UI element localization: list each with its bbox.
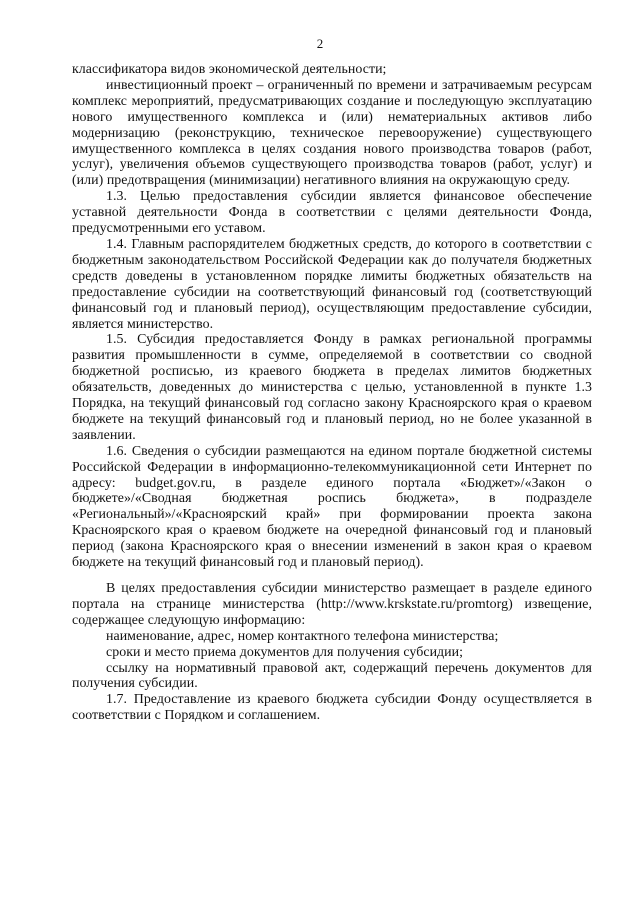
paragraph-1-3: 1.3. Целью предоставления субсидии является финансовое обеспечение уставной деятельности Фонда в соответствии с целями деятельности Фонда, предусмотренными его уставом.	[72, 189, 592, 237]
paragraph-classifier-end: классификатора видов экономической деятельности;	[72, 62, 387, 77]
page-number: 2	[316, 36, 324, 51]
paragraph-1-5: 1.5. Субсидия предоставляется Фонду в рамках региональной программы развития промышленности в сумме, определяемой в соответствии со сводной бюджетной росписью, из краевого бюджета в пределах лимитов бюджетных обязательств, доведенных до министерства с целью, установленной в пункте 1.3 Порядка, на текущий финансовый год согласно закону Красноярского края о краевом бюджете на текущий финансовый год и плановый период, но не более указанной в заявлении.	[72, 332, 592, 443]
paragraph-investment-project: инвестиционный проект – ограниченный по времени и затрачиваемым ресурсам комплекс мероприятий, предусматривающих создание и последующую эксплуатацию нового имущественного комплекса и (или) нематериальных активов либо модернизацию (реконструкцию, техническое перевооружение) существующего имущественного комплекса в целях создания нового производства товаров (работ, услуг), увеличения объемов существующего производства товаров (работ, услуг) и (или) предотвращения (минимизации) негативного влияния на окружающую среду.	[72, 77, 592, 189]
paragraph-1-6: 1.6. Сведения о субсидии размещаются на едином портале бюджетной системы Российской Федерации в информационно-телекоммуникационной сети Интернет по адресу: budget.gov.ru, в разделе единого портала «Бюджет»/«Закон о бюджете»/«Сводная бюджетная роспись бюджета», в подразделе «Региональный»/«Красноярский край» при формировании проекта закона Красноярского края о краевом бюджете на очередной финансовый год и плановый период (закона Красноярского края о внесении изменений в закон края о краевом бюджете на текущий финансовый год и плановый период).	[72, 443, 592, 571]
paragraph-1-7: 1.7. Предоставление из краевого бюджета субсидии Фонду осуществляется в соответствии с Порядком и соглашением.	[72, 692, 592, 724]
list-item-contacts: наименование, адрес, номер контактного телефона министерства;	[106, 628, 499, 644]
list-item-deadlines: сроки и место приема документов для получения субсидии;	[106, 644, 464, 660]
paragraph-notice: В целях предоставления субсидии министерство размещает в разделе единого портала на странице министерства (http://www.krskstate.ru/promtorg) извещение, содержащее следующую информацию:	[72, 581, 592, 628]
list-item-legal-act: ссылку на нормативный правовой акт, содержащий перечень документов для получения субсидии.	[72, 660, 592, 692]
paragraph-1-4: 1.4. Главным распорядителем бюджетных средств, до которого в соответствии с бюджетным законодательством Российской Федерации как до получателя бюджетных средств доведены в установленном порядке лимиты бюджетных обязательств на предоставление субсидии на соответствующий финансовый год (соответствующий финансовый год и плановый период), осуществляющим предоставление субсидии, является министерство.	[72, 236, 592, 332]
document-body	[72, 62, 592, 724]
